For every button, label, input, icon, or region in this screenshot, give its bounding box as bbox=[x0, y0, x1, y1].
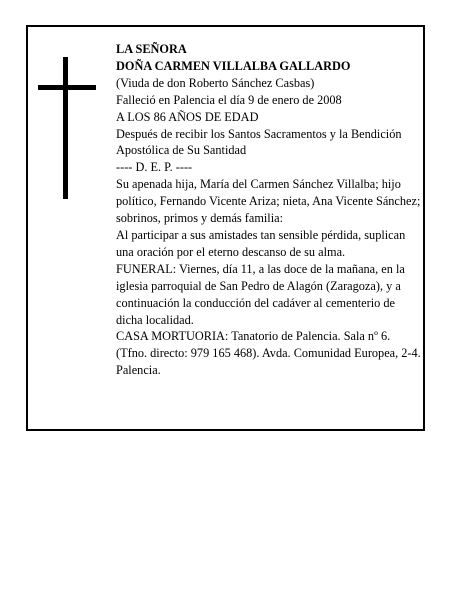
obituary-notice bbox=[26, 25, 425, 431]
funeral-line: FUNERAL: Viernes, día 11, a las doce de la mañana, en la iglesia parroquial de San Pedro de Alagón (Zaragoza), y a continuación la conducción del cadáver al cementerio de dicha localidad. bbox=[116, 261, 405, 327]
heading: LA SEÑORA bbox=[116, 42, 187, 56]
deceased-name: DOÑA CARMEN VILLALBA GALLARDO bbox=[116, 58, 351, 73]
obituary-text bbox=[116, 41, 421, 379]
sacraments-line: Después de recibir los Santos Sacramentos y la Bendición Apostólica de Su Santidad bbox=[116, 126, 402, 158]
cross-horizontal-bar bbox=[38, 85, 96, 90]
rip-line: ---- D. E. P. ---- bbox=[116, 160, 193, 175]
cross-vertical-bar bbox=[63, 57, 68, 199]
age-line: A LOS 86 AÑOS DE EDAD bbox=[116, 109, 259, 124]
death-line: Falleció en Palencia el día 9 de enero de 2008 bbox=[116, 92, 342, 107]
funeral-home-line: CASA MORTUORIA: Tanatorio de Palencia. Sala nº 6. (Tfno. directo: 979 165 468). Avda. Comunidad Europea, 2-4. Palencia. bbox=[116, 329, 421, 378]
request-line: Al participar a sus amistades tan sensible pérdida, suplican una oración por el eterno descanso de su alma. bbox=[116, 227, 406, 259]
cross-icon bbox=[38, 57, 96, 199]
widow-line: (Viuda de don Roberto Sánchez Casbas) bbox=[116, 75, 315, 90]
family-line: Su apenada hija, María del Carmen Sánchez Villalba; hijo político, Fernando Vicente Ariza; nieta, Ana Vicente Sánchez; sobrinos, primos y demás familia: bbox=[116, 177, 421, 226]
